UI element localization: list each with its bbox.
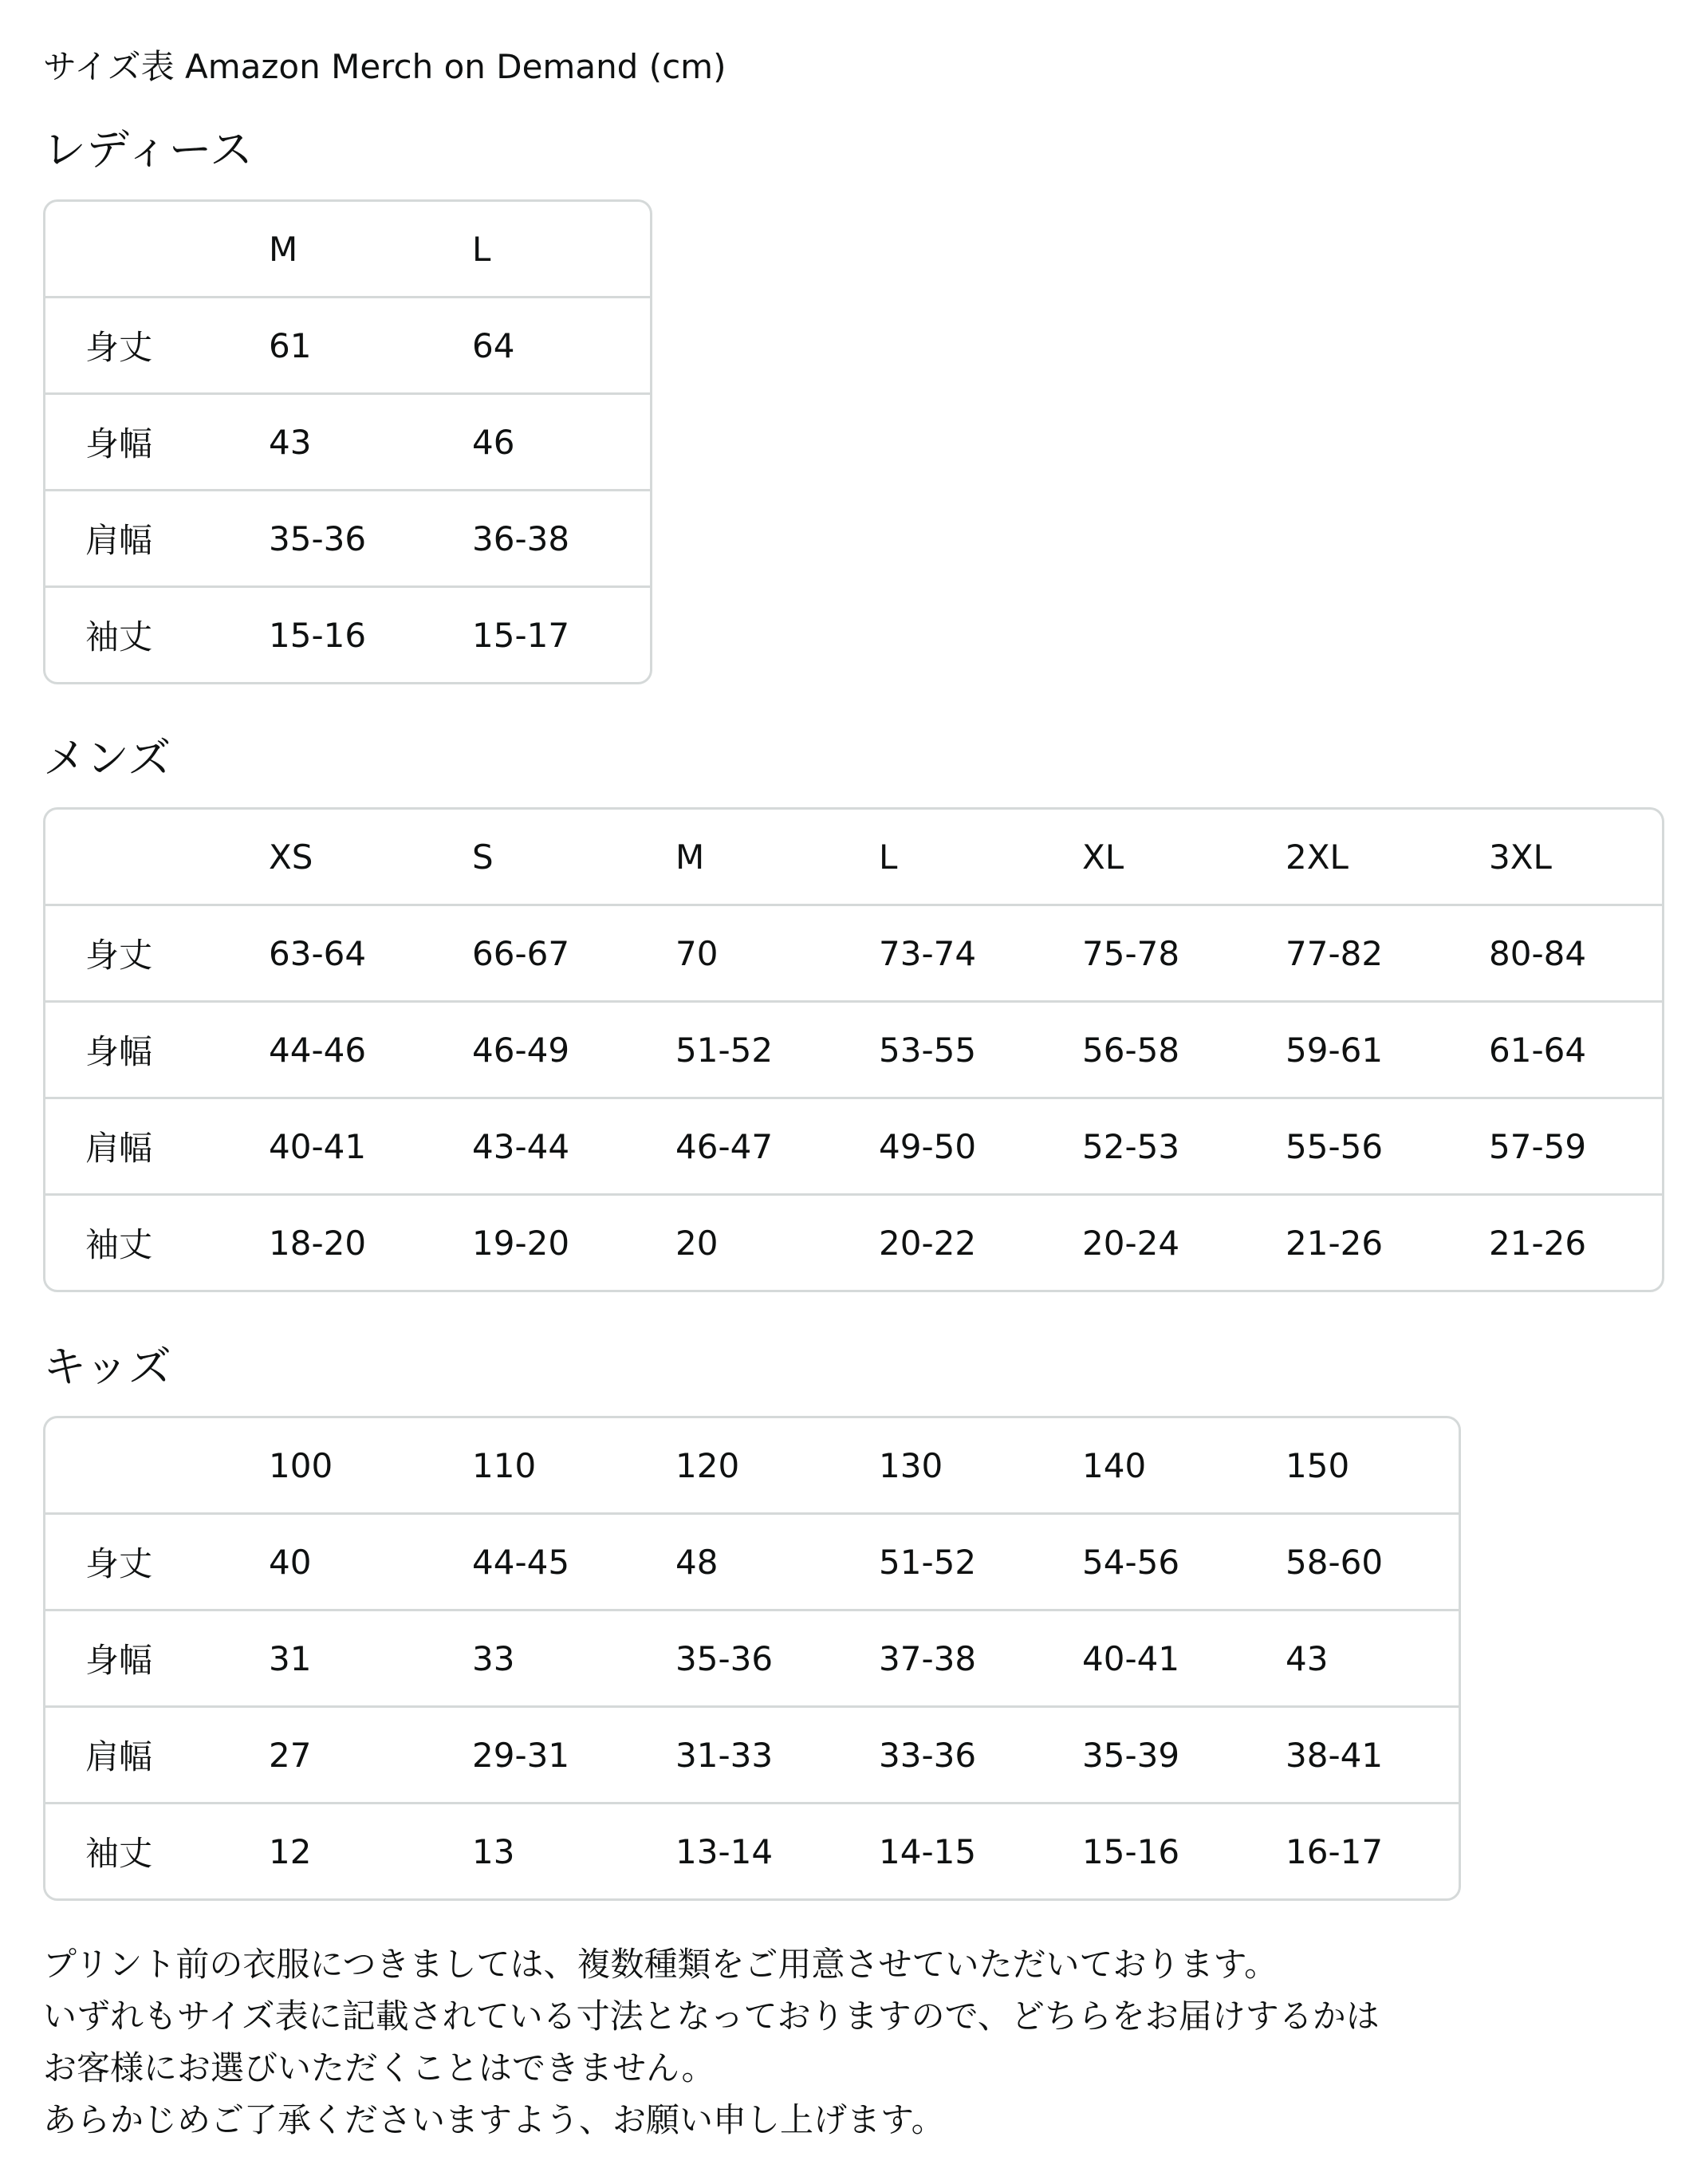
row-label-cell: 袖丈 (85, 1225, 153, 1264)
value-cell: 13 (472, 1831, 515, 1871)
row-label-cell: 袖丈 (85, 1834, 153, 1873)
table-row (45, 1802, 1459, 1898)
value-cell: 56-58 (1082, 1030, 1180, 1070)
value-cell: 20 (675, 1223, 719, 1263)
size-table-kids (43, 1416, 1461, 1901)
size-header-cell: L (472, 229, 491, 269)
table-header-row (45, 1418, 1459, 1512)
value-cell: 40-41 (1082, 1638, 1180, 1678)
value-cell: 73-74 (879, 933, 977, 973)
size-header-cell: 150 (1286, 1445, 1350, 1485)
value-cell: 35-36 (269, 518, 367, 558)
size-header-cell: 130 (879, 1445, 943, 1485)
page-title: サイズ表 Amazon Merch on Demand (cm) (43, 47, 726, 86)
value-cell: 21-26 (1286, 1223, 1384, 1263)
value-cell: 57-59 (1489, 1126, 1587, 1166)
size-header-cell: 3XL (1489, 837, 1552, 877)
value-cell: 61 (269, 325, 312, 365)
value-cell: 46-47 (675, 1126, 774, 1166)
value-cell: 35-39 (1082, 1735, 1180, 1775)
value-cell: 59-61 (1286, 1030, 1384, 1070)
table-row (45, 296, 650, 392)
value-cell: 21-26 (1489, 1223, 1587, 1263)
notice-line: お客様にお選びいただくことはできません。 (43, 2048, 715, 2087)
row-label-cell: 袖丈 (85, 617, 153, 656)
notice-line: あらかじめご了承くださいますよう、お願い申し上げます。 (43, 2100, 945, 2139)
value-cell: 70 (675, 933, 719, 973)
value-cell: 46-49 (472, 1030, 570, 1070)
value-cell: 31-33 (675, 1735, 774, 1775)
notice-line: プリント前の衣服につきましては、複数種類をご用意させていただいております。 (43, 1945, 1278, 1984)
row-label-cell: 身丈 (85, 936, 153, 975)
value-cell: 40-41 (269, 1126, 367, 1166)
value-cell: 66-67 (472, 933, 570, 973)
value-cell: 43 (269, 422, 312, 462)
value-cell: 46 (472, 422, 515, 462)
size-header-cell: S (472, 837, 494, 877)
value-cell: 19-20 (472, 1223, 570, 1263)
value-cell: 58-60 (1286, 1542, 1384, 1582)
table-row (45, 1097, 1662, 1193)
value-cell: 40 (269, 1542, 312, 1582)
value-cell: 43-44 (472, 1126, 570, 1166)
value-cell: 36-38 (472, 518, 570, 558)
value-cell: 75-78 (1082, 933, 1180, 973)
value-cell: 38-41 (1286, 1735, 1384, 1775)
row-label-cell: 身丈 (85, 1544, 153, 1583)
table-header-row (45, 810, 1662, 904)
section-heading-ladies: レディース (43, 124, 253, 175)
size-header-cell: XL (1082, 837, 1124, 877)
table-row (45, 1512, 1459, 1609)
value-cell: 15-16 (1082, 1831, 1180, 1871)
value-cell: 16-17 (1286, 1831, 1384, 1871)
size-table-ladies (43, 199, 652, 684)
size-header-cell: L (879, 837, 898, 877)
value-cell: 52-53 (1082, 1126, 1180, 1166)
value-cell: 51-52 (879, 1542, 977, 1582)
value-cell: 20-22 (879, 1223, 977, 1263)
table-row (45, 489, 650, 585)
value-cell: 80-84 (1489, 933, 1587, 973)
row-label-cell: 身幅 (85, 1641, 153, 1680)
value-cell: 53-55 (879, 1030, 977, 1070)
value-cell: 43 (1286, 1638, 1329, 1678)
value-cell: 14-15 (879, 1831, 977, 1871)
row-label-cell: 肩幅 (85, 1129, 153, 1168)
value-cell: 55-56 (1286, 1126, 1384, 1166)
value-cell: 31 (269, 1638, 312, 1678)
value-cell: 29-31 (472, 1735, 570, 1775)
value-cell: 51-52 (675, 1030, 774, 1070)
table-row (45, 1000, 1662, 1097)
section-heading-kids: キッズ (43, 1342, 171, 1392)
table-row (45, 1609, 1459, 1705)
row-label-cell: 肩幅 (85, 521, 153, 560)
row-label-cell: 肩幅 (85, 1737, 153, 1776)
table-header-row (45, 202, 650, 296)
size-header-cell: 2XL (1286, 837, 1349, 877)
size-header-cell: M (675, 837, 705, 877)
value-cell: 12 (269, 1831, 312, 1871)
table-row (45, 585, 650, 682)
table-row (45, 904, 1662, 1000)
value-cell: 49-50 (879, 1126, 977, 1166)
size-header-cell: 100 (269, 1445, 333, 1485)
notice-line: いずれもサイズ表に記載されている寸法となっておりますので、どちらをお届けするかは (43, 1997, 1380, 2036)
value-cell: 44-46 (269, 1030, 367, 1070)
size-header-cell: XS (269, 837, 313, 877)
value-cell: 63-64 (269, 933, 367, 973)
value-cell: 18-20 (269, 1223, 367, 1263)
value-cell: 20-24 (1082, 1223, 1180, 1263)
value-cell: 77-82 (1286, 933, 1384, 973)
section-heading-mens: メンズ (43, 733, 171, 783)
value-cell: 35-36 (675, 1638, 774, 1678)
value-cell: 15-16 (269, 615, 367, 655)
size-table-mens (43, 807, 1664, 1292)
notice-text (43, 1938, 1380, 2146)
value-cell: 48 (675, 1542, 719, 1582)
value-cell: 61-64 (1489, 1030, 1587, 1070)
size-header-cell: 140 (1082, 1445, 1147, 1485)
size-header-cell: 120 (675, 1445, 740, 1485)
value-cell: 15-17 (472, 615, 570, 655)
table-row (45, 1705, 1459, 1802)
table-row (45, 392, 650, 489)
value-cell: 54-56 (1082, 1542, 1180, 1582)
value-cell: 33 (472, 1638, 515, 1678)
row-label-cell: 身丈 (85, 328, 153, 367)
value-cell: 13-14 (675, 1831, 774, 1871)
value-cell: 44-45 (472, 1542, 570, 1582)
size-header-cell: M (269, 229, 298, 269)
table-row (45, 1193, 1662, 1290)
size-header-cell: 110 (472, 1445, 537, 1485)
row-label-cell: 身幅 (85, 424, 153, 463)
value-cell: 37-38 (879, 1638, 977, 1678)
row-label-cell: 身幅 (85, 1032, 153, 1071)
value-cell: 33-36 (879, 1735, 977, 1775)
value-cell: 27 (269, 1735, 312, 1775)
value-cell: 64 (472, 325, 515, 365)
